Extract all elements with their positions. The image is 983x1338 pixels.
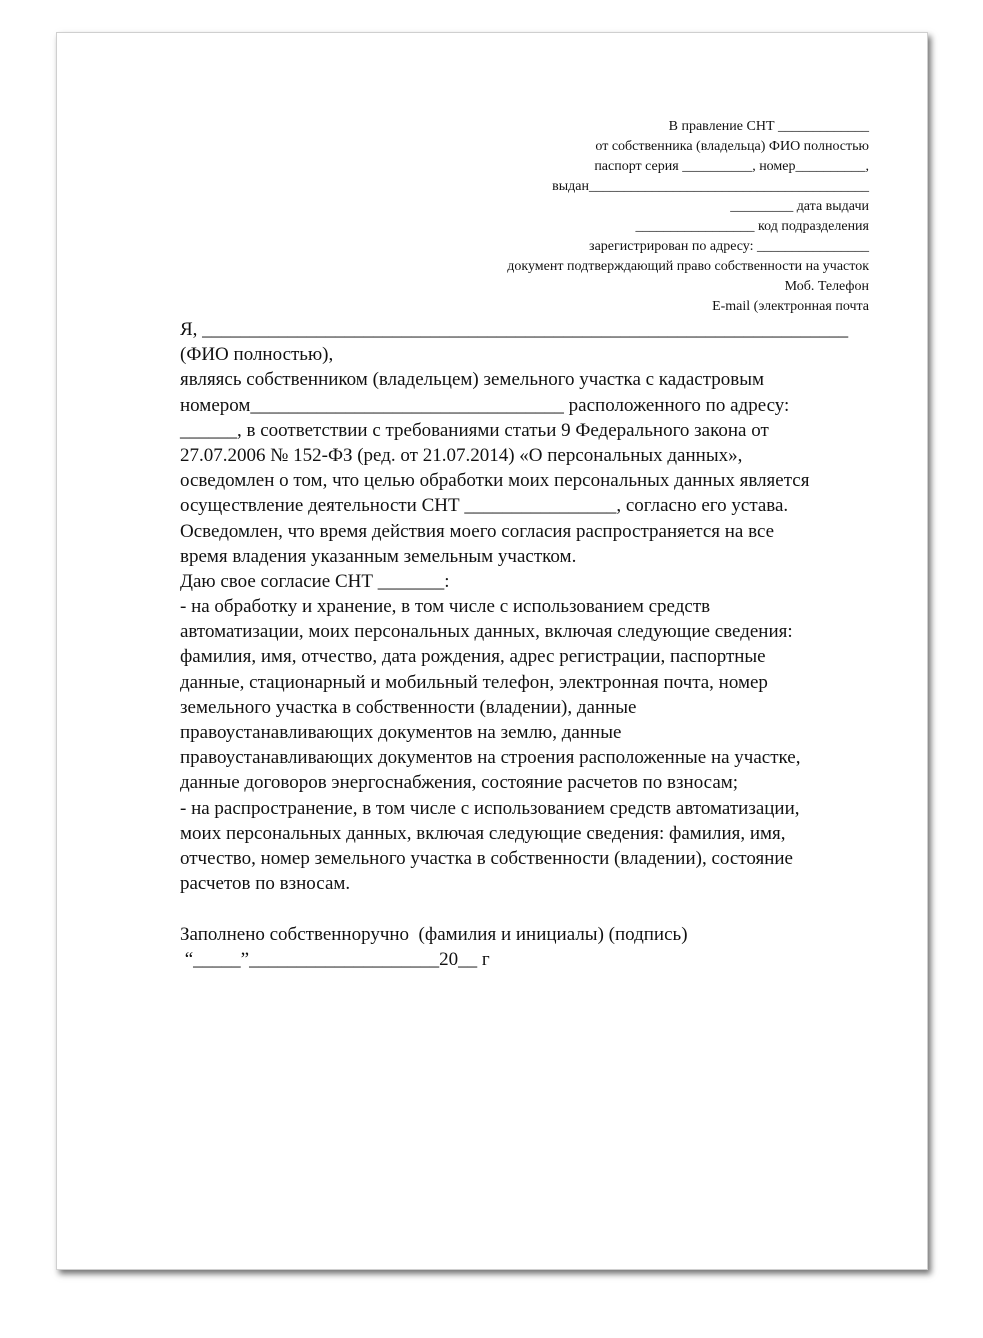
consent-body [180, 317, 870, 972]
body-line: время владения указанным земельным участком. [180, 545, 577, 567]
body-line: - на распространение, в том числе с использованием средств автоматизации, [180, 797, 800, 819]
addressee-line: _________ дата выдачи [730, 199, 869, 214]
body-line: земельного участка в собственности (владении), данные [180, 696, 637, 718]
spacer [180, 896, 870, 921]
addressee-block [409, 117, 869, 317]
body-line: данные, стационарный и мобильный телефон, электронная почта, номер [180, 671, 768, 693]
document-page [56, 32, 928, 1270]
body-line: данные договоров энергоснабжения, состояние расчетов по взносам; [180, 772, 739, 794]
body-line: правоустанавливающих документов на строения расположенные на участке, [180, 747, 801, 769]
addressee-line: E-mail (электронная почта [712, 299, 869, 314]
body-line: 27.07.2006 № 152-ФЗ (ред. от 21.07.2014) «О персональных данных», [180, 444, 743, 466]
body-line: осведомлен о том, что целью обработки моих персональных данных является [180, 470, 810, 492]
date-line: “_____”____________________20__ г [180, 948, 490, 970]
addressee-line: выдан________________________________________ [552, 179, 869, 194]
body-line: ______, в соответствии с требованиями статьи 9 Федерального закона от [180, 419, 769, 441]
body-line: являясь собственником (владельцем) земельного участка с кадастровым [180, 369, 765, 391]
addressee-line: документ подтверждающий право собственности на участок [507, 259, 869, 274]
body-line: Я, ____________________________________________________________________ [180, 319, 849, 340]
addressee-line: Моб. Телефон [784, 279, 869, 294]
body-line: моих персональных данных, включая следующие сведения: фамилия, имя, [180, 822, 786, 844]
body-line: правоустанавливающих документов на землю, данные [180, 722, 622, 743]
filled-by-line: Заполнено собственноручно (фамилия и инициалы) (подпись) [180, 923, 688, 945]
body-line: - на обработку и хранение, в том числе с использованием средств [180, 596, 711, 618]
body-line: Осведомлен, что время действия моего согласия распространяется на все [180, 520, 775, 542]
body-line: номером_________________________________ расположенного по адресу: [180, 394, 790, 416]
body-line: расчетов по взносам. [180, 873, 351, 895]
body-line: осуществление деятельности СНТ ________________, согласно его устава. [180, 495, 789, 517]
addressee-line: В правление СНТ _____________ [668, 119, 869, 134]
body-line: фамилия, имя, отчество, дата рождения, адрес регистрации, паспортные [180, 646, 766, 668]
body-line: Даю свое согласие СНТ _______: [180, 570, 450, 592]
body-line: автоматизации, моих персональных данных, включая следующие сведения: [180, 621, 793, 643]
body-line: (ФИО полностью), [180, 344, 334, 366]
addressee-line: от собственника (владельца) ФИО полностью [595, 139, 869, 154]
body-line: отчество, номер земельного участка в собственности (владении), состояние [180, 847, 793, 869]
addressee-line: зарегистрирован по адресу: ________________ [589, 239, 869, 254]
addressee-line: _________________ код подразделения [635, 219, 869, 234]
addressee-line: паспорт серия __________, номер__________, [594, 159, 869, 174]
